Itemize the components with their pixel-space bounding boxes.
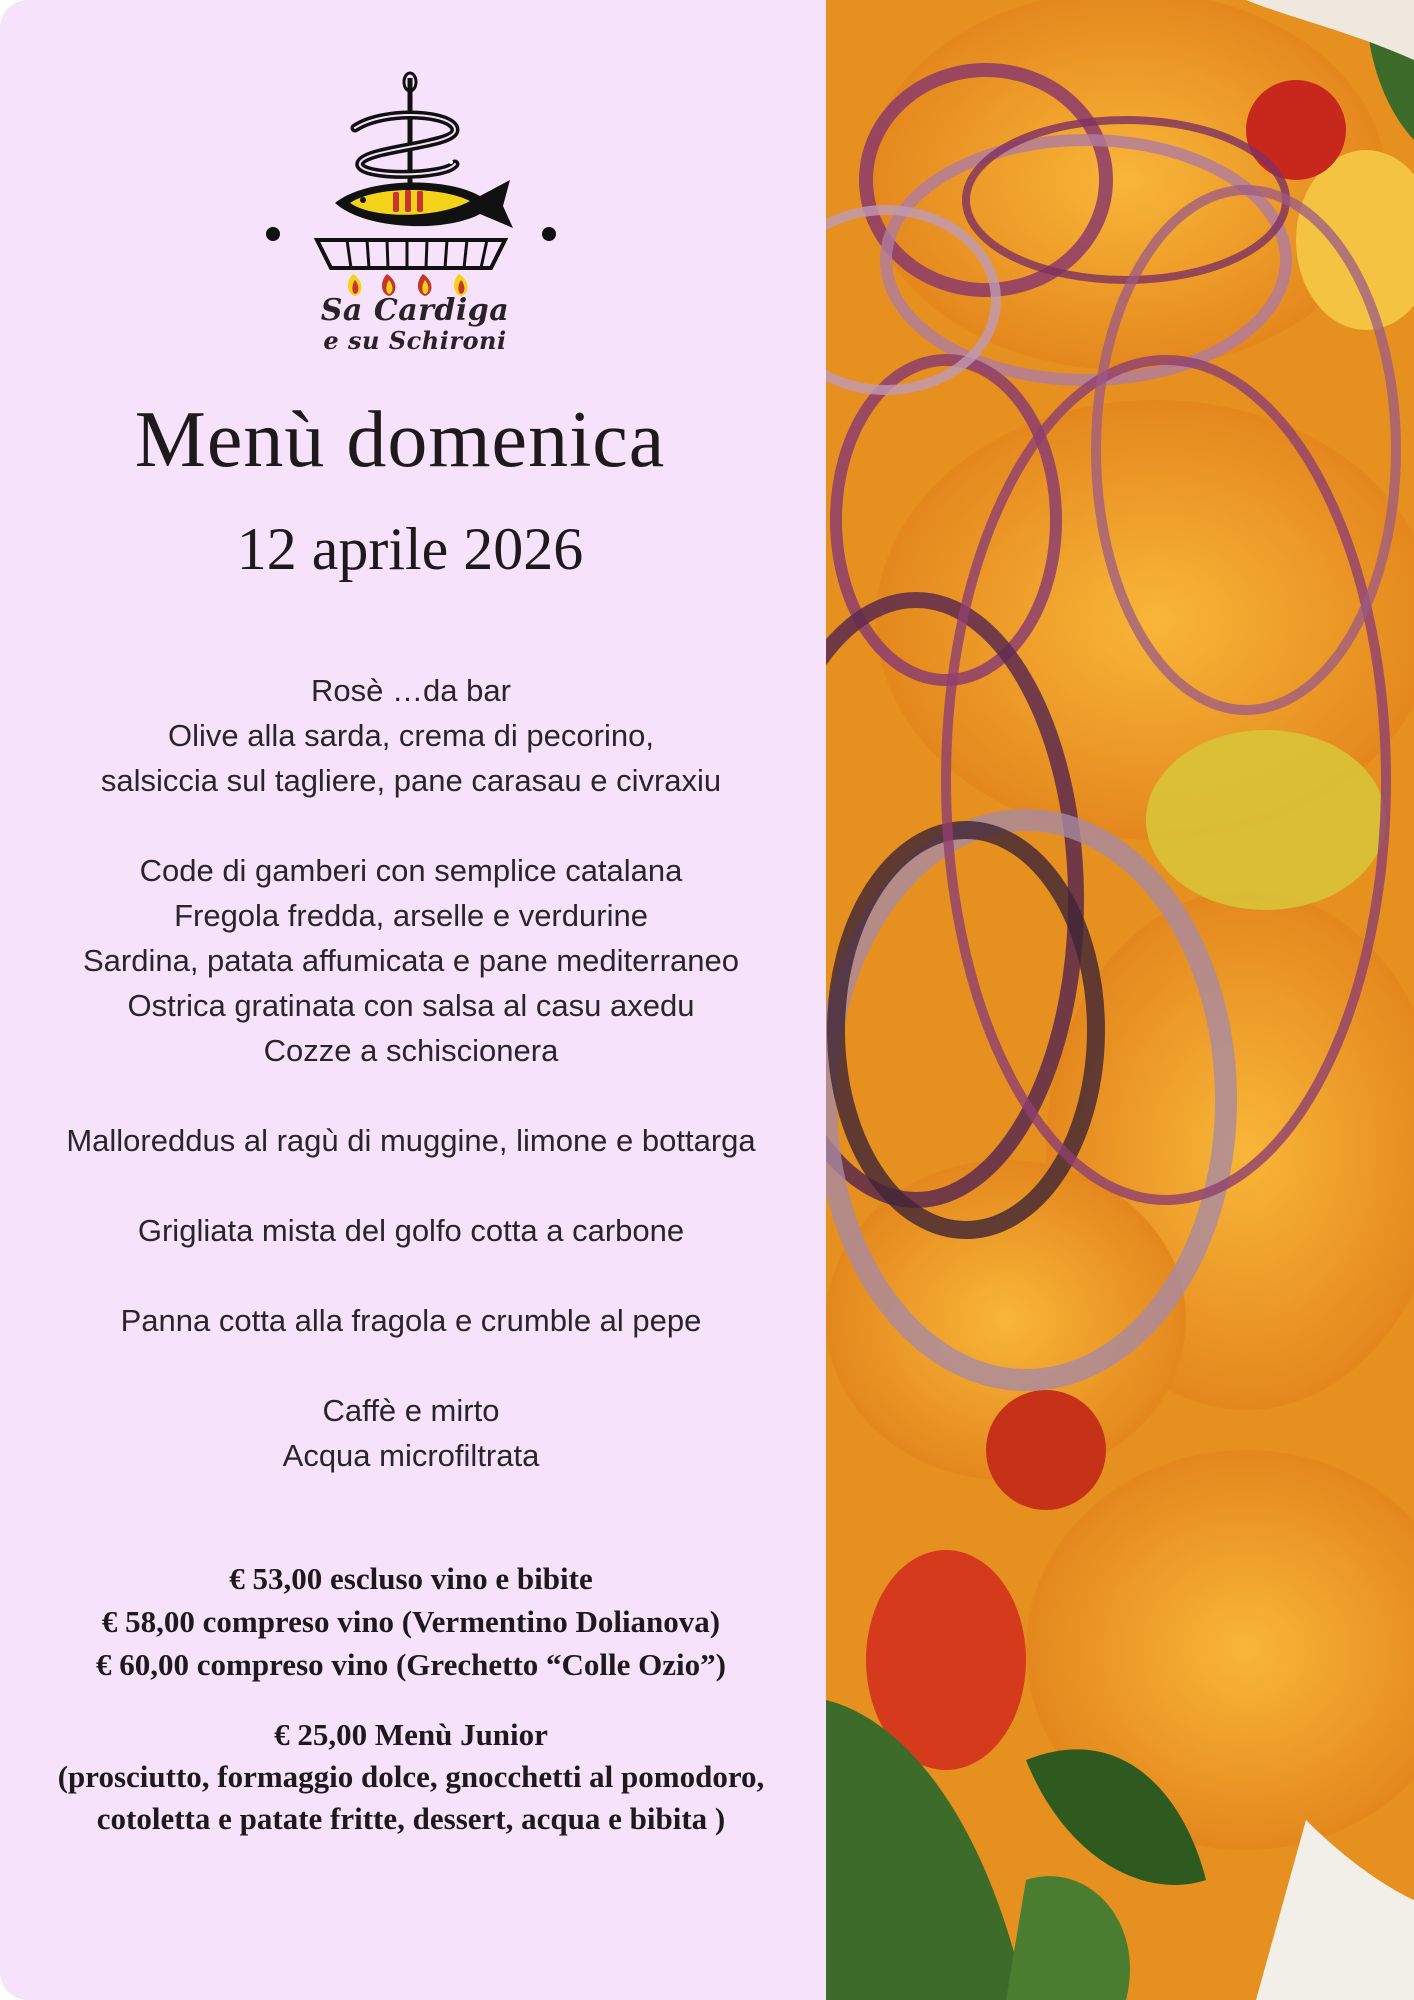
price-list xyxy=(0,1557,822,1686)
price-line: € 53,00 escluso vino e bibite xyxy=(229,1561,593,1596)
course-item: Panna cotta alla fragola e crumble al pepe xyxy=(120,1303,702,1338)
logo-name-line1: Sa Cardiga xyxy=(320,293,510,328)
course-item: Fregola fredda, arselle e verdurine xyxy=(174,898,648,933)
course-group xyxy=(0,1298,822,1343)
restaurant-logo xyxy=(255,68,575,368)
course-item: Acqua microfiltrata xyxy=(282,1438,540,1473)
logo-name-line2: e su Schironi xyxy=(323,326,507,355)
course-item: Grigliata mista del golfo cotta a carbone xyxy=(137,1213,685,1248)
course-group xyxy=(0,848,822,1073)
course-item: Olive alla sarda, crema di pecorino, xyxy=(168,718,654,753)
course-group xyxy=(0,1208,822,1253)
course-group xyxy=(0,668,822,803)
course-group xyxy=(0,1388,822,1478)
menu-title: Menù domenica xyxy=(134,396,666,484)
price-line: € 60,00 compreso vino (Grechetto “Colle Ozio”) xyxy=(96,1647,726,1682)
food-photo xyxy=(826,0,1414,2000)
course-item: Code di gamberi con semplice catalana xyxy=(139,853,683,888)
course-item: Sardina, patata affumicata e pane mediterraneo xyxy=(82,943,740,978)
course-item: Rosè …da bar xyxy=(311,673,511,708)
junior-menu-heading: € 25,00 Menù Junior xyxy=(274,1717,548,1752)
menu-date: 12 aprile 2026 xyxy=(236,516,584,582)
course-list xyxy=(0,668,822,1523)
food-photo-image xyxy=(826,0,1414,2000)
course-item: Cozze a schiscionera xyxy=(263,1033,559,1068)
course-item: Malloreddus al ragù di muggine, limone e bottarga xyxy=(66,1123,756,1158)
price-line: € 58,00 compreso vino (Vermentino Dolianova) xyxy=(101,1604,721,1639)
junior-menu-details: (prosciutto, formaggio dolce, gnocchetti al pomodoro, xyxy=(57,1759,765,1794)
course-item: salsiccia sul tagliere, pane carasau e civraxiu xyxy=(100,763,722,798)
course-group xyxy=(0,1118,822,1163)
junior-menu xyxy=(0,1714,822,1840)
course-item: Caffè e mirto xyxy=(322,1393,500,1428)
grilled-fish-logo-icon xyxy=(255,68,575,298)
junior-menu-details: cotoletta e patate fritte, dessert, acqua e bibita ) xyxy=(96,1801,726,1836)
course-item: Ostrica gratinata con salsa al casu axedu xyxy=(127,988,695,1023)
